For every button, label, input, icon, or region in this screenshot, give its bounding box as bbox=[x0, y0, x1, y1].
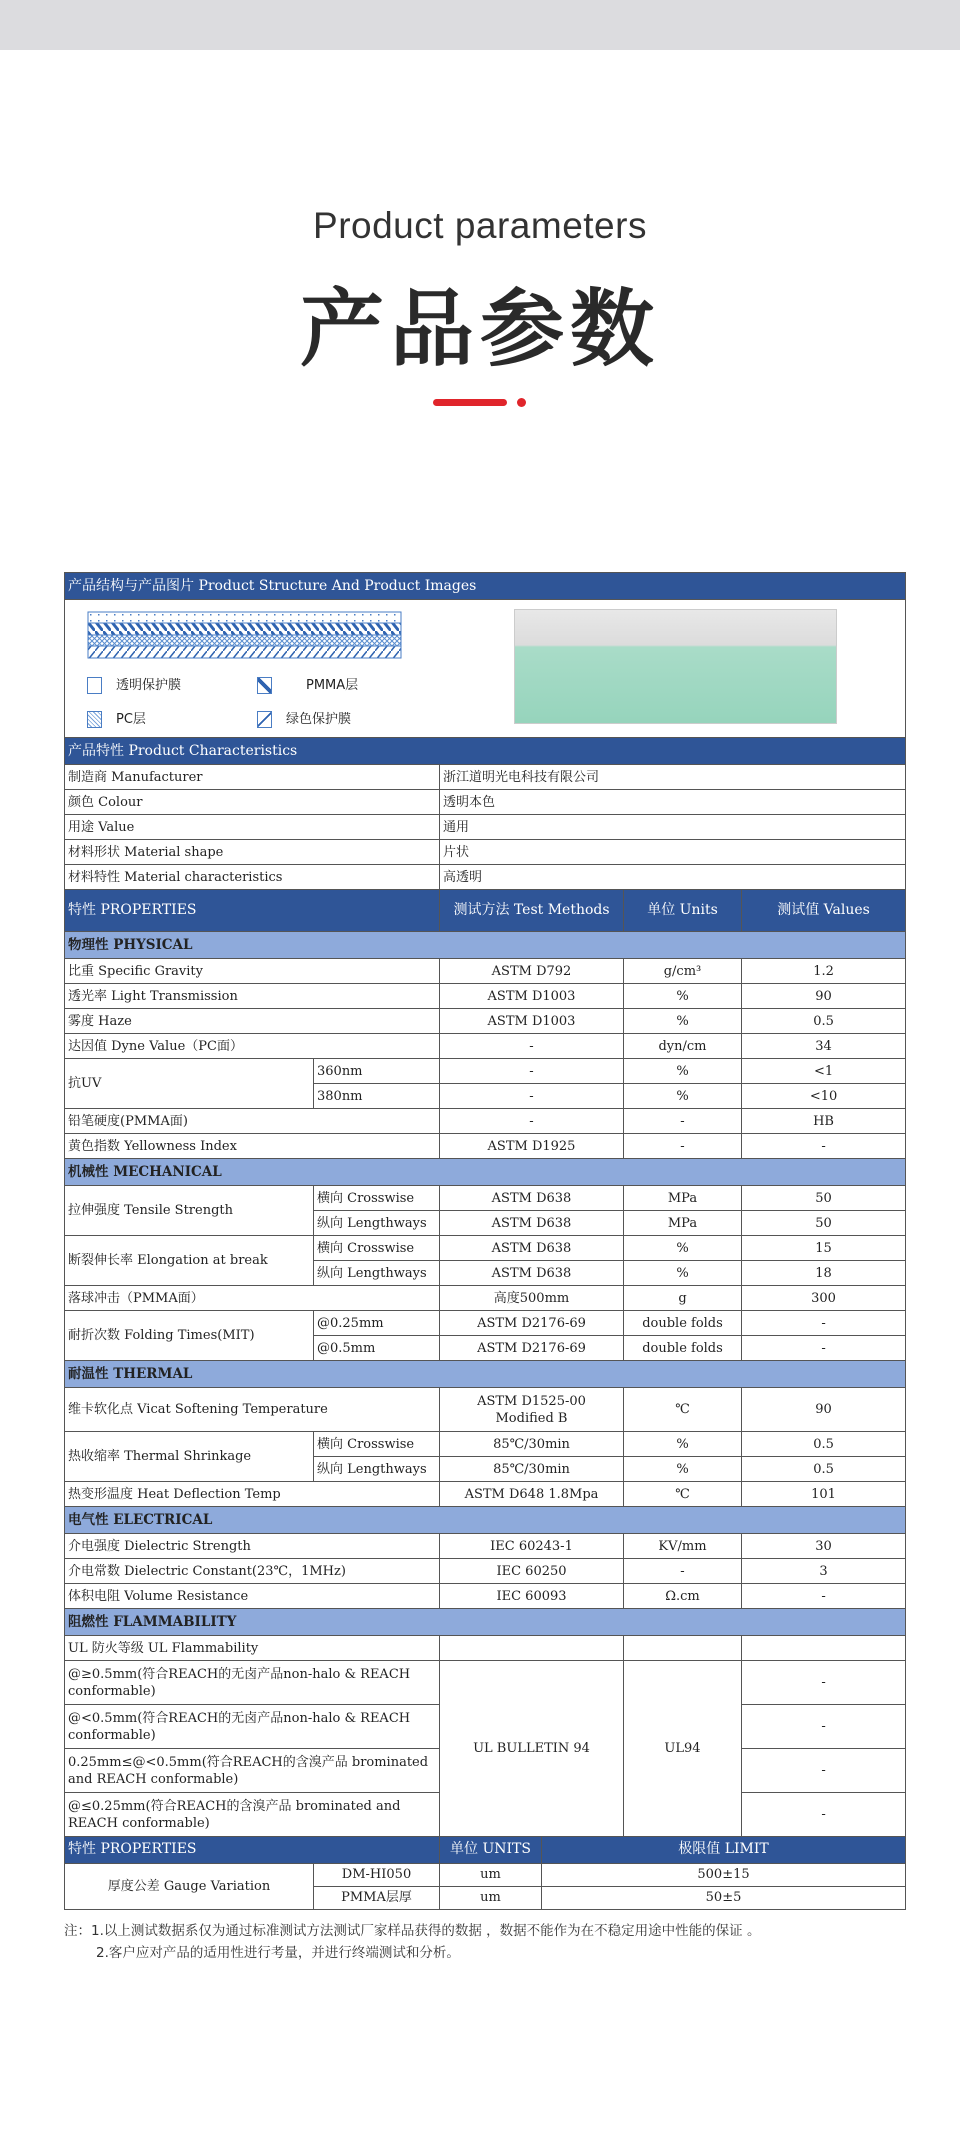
page-title-en: Product parameters bbox=[313, 205, 647, 246]
property-condition: 380nm bbox=[314, 1084, 440, 1109]
unit: - bbox=[624, 1134, 742, 1159]
property-name: 0.25mm≤@<0.5mm(符合REACH的含溴产品 brominated and REACH conformable) bbox=[65, 1749, 440, 1793]
characteristic-row bbox=[65, 815, 906, 840]
gauge-label: PMMA层厚 bbox=[314, 1886, 440, 1909]
limit: 500±15 bbox=[542, 1863, 906, 1886]
property-name: 维卡软化点 Vicat Softening Temperature bbox=[65, 1388, 440, 1432]
characteristic-row bbox=[65, 840, 906, 865]
property-name: 介电常数 Dielectric Constant(23℃，1MHz) bbox=[65, 1559, 440, 1584]
property-row bbox=[65, 1388, 906, 1432]
test-method: UL BULLETIN 94 bbox=[440, 1661, 624, 1837]
property-condition: 横向 Crosswise bbox=[314, 1432, 440, 1457]
notes bbox=[64, 1920, 760, 1964]
property-name: 体积电阻 Volume Resistance bbox=[65, 1584, 440, 1609]
property-row bbox=[65, 1432, 906, 1457]
col-test-methods: 测试方法 Test Methods bbox=[440, 890, 624, 932]
unit: dyn/cm bbox=[624, 1034, 742, 1059]
layer-structure-diagram bbox=[87, 611, 402, 659]
property-row bbox=[65, 959, 906, 984]
unit: KV/mm bbox=[624, 1534, 742, 1559]
unit: ℃ bbox=[624, 1482, 742, 1507]
property-name: 断裂伸长率 Elongation at break bbox=[65, 1236, 314, 1286]
property-row bbox=[65, 1059, 906, 1084]
value: 0.5 bbox=[742, 1432, 906, 1457]
property-condition: 纵向 Lengthways bbox=[314, 1457, 440, 1482]
property-name: 铅笔硬度(PMMA面) bbox=[65, 1109, 440, 1134]
test-method: 85℃/30min bbox=[440, 1457, 624, 1482]
test-method: IEC 60093 bbox=[440, 1584, 624, 1609]
property-condition: 横向 Crosswise bbox=[314, 1236, 440, 1261]
unit: ℃ bbox=[624, 1388, 742, 1432]
structure-header: 产品结构与产品图片 Product Structure And Product Images bbox=[65, 573, 906, 600]
characteristic-label: 材料形状 Material shape bbox=[65, 840, 440, 865]
property-name: @<0.5mm(符合REACH的无卤产品non-halo & REACH conformable) bbox=[65, 1705, 440, 1749]
test-method: ASTM D1925 bbox=[440, 1134, 624, 1159]
characteristic-value: 高透明 bbox=[440, 865, 906, 890]
property-row bbox=[65, 984, 906, 1009]
property-name: 拉伸强度 Tensile Strength bbox=[65, 1186, 314, 1236]
unit: double folds bbox=[624, 1311, 742, 1336]
test-method: ASTM D638 bbox=[440, 1186, 624, 1211]
value: 90 bbox=[742, 984, 906, 1009]
property-name: 透光率 Light Transmission bbox=[65, 984, 440, 1009]
value: 30 bbox=[742, 1534, 906, 1559]
title-dot bbox=[517, 398, 526, 407]
legend-clear-film: 透明保护膜 bbox=[87, 677, 181, 694]
value: <1 bbox=[742, 1059, 906, 1084]
top-bar bbox=[0, 0, 960, 50]
property-row bbox=[65, 1534, 906, 1559]
limit: 50±5 bbox=[542, 1886, 906, 1909]
value: 0.5 bbox=[742, 1009, 906, 1034]
unit: um bbox=[440, 1863, 542, 1886]
unit: MPa bbox=[624, 1211, 742, 1236]
col-properties: 特性 PROPERTIES bbox=[65, 1836, 440, 1863]
section-header bbox=[65, 1159, 906, 1186]
property-row bbox=[65, 1034, 906, 1059]
gauge-label: DM-HI050 bbox=[314, 1863, 440, 1886]
property-name: 抗UV bbox=[65, 1059, 314, 1109]
gauge-header bbox=[65, 1836, 906, 1863]
properties-header bbox=[65, 890, 906, 932]
test-method: - bbox=[440, 1109, 624, 1134]
note-1: 注：1.以上测试数据系仅为通过标准测试方法测试厂家样品获得的数据 ，数据不能作为在不稳定用途中性能的保证 。 bbox=[64, 1923, 761, 1939]
value: - bbox=[742, 1749, 906, 1793]
property-row bbox=[65, 1109, 906, 1134]
property-name: 热变形温度 Heat Deflection Temp bbox=[65, 1482, 440, 1507]
value: 50 bbox=[742, 1186, 906, 1211]
value: - bbox=[742, 1134, 906, 1159]
test-method: ASTM D638 bbox=[440, 1236, 624, 1261]
value: - bbox=[742, 1584, 906, 1609]
property-condition: @0.5mm bbox=[314, 1336, 440, 1361]
col-values: 测试值 Values bbox=[742, 890, 906, 932]
characteristic-label: 制造商 Manufacturer bbox=[65, 765, 440, 790]
property-condition: @0.25mm bbox=[314, 1311, 440, 1336]
characteristic-label: 颜色 Colour bbox=[65, 790, 440, 815]
value: - bbox=[742, 1705, 906, 1749]
test-method: - bbox=[440, 1034, 624, 1059]
legend-pc: PC层 bbox=[87, 711, 146, 728]
unit: g/cm³ bbox=[624, 959, 742, 984]
col-limit: 极限值 LIMIT bbox=[542, 1836, 906, 1863]
value: 101 bbox=[742, 1482, 906, 1507]
test-method: ASTM D1003 bbox=[440, 1009, 624, 1034]
col-units: 单位 UNITS bbox=[440, 1836, 542, 1863]
legend-pmma: PMMA层 bbox=[257, 677, 358, 694]
section-header bbox=[65, 1507, 906, 1534]
flammability-row bbox=[65, 1661, 906, 1705]
characteristic-value: 透明本色 bbox=[440, 790, 906, 815]
test-method: 85℃/30min bbox=[440, 1432, 624, 1457]
property-row bbox=[65, 1009, 906, 1034]
unit: double folds bbox=[624, 1336, 742, 1361]
value: 34 bbox=[742, 1034, 906, 1059]
note-2: 2.客户应对产品的适用性进行考量，并进行终端测试和分析。 bbox=[96, 1945, 460, 1961]
characteristic-value: 通用 bbox=[440, 815, 906, 840]
characteristics-header: 产品特性 Product Characteristics bbox=[65, 738, 906, 765]
test-method: ASTM D2176-69 bbox=[440, 1336, 624, 1361]
unit: - bbox=[624, 1109, 742, 1134]
property-name: @≥0.5mm(符合REACH的无卤产品non-halo & REACH conformable) bbox=[65, 1661, 440, 1705]
property-condition: 360nm bbox=[314, 1059, 440, 1084]
property-name: 热收缩率 Thermal Shrinkage bbox=[65, 1432, 314, 1482]
pc-swatch-icon bbox=[87, 711, 102, 728]
value: 50 bbox=[742, 1211, 906, 1236]
clear-film-swatch-icon bbox=[87, 677, 102, 694]
characteristic-value: 浙江道明光电科技有限公司 bbox=[440, 765, 906, 790]
section-title: 电气性 ELECTRICAL bbox=[65, 1507, 906, 1534]
property-condition: 横向 Crosswise bbox=[314, 1186, 440, 1211]
unit: % bbox=[624, 1236, 742, 1261]
col-properties: 特性 PROPERTIES bbox=[65, 890, 440, 932]
value: 18 bbox=[742, 1261, 906, 1286]
test-method: ASTM D792 bbox=[440, 959, 624, 984]
unit bbox=[624, 1636, 742, 1661]
value: <10 bbox=[742, 1084, 906, 1109]
value: 0.5 bbox=[742, 1457, 906, 1482]
property-name: 达因值 Dyne Value（PC面） bbox=[65, 1034, 440, 1059]
value: - bbox=[742, 1336, 906, 1361]
unit: g bbox=[624, 1286, 742, 1311]
property-row bbox=[65, 1236, 906, 1261]
section-header bbox=[65, 932, 906, 959]
unit: % bbox=[624, 984, 742, 1009]
property-row bbox=[65, 1134, 906, 1159]
section-header bbox=[65, 1609, 906, 1636]
value: HB bbox=[742, 1109, 906, 1134]
property-name: 黄色指数 Yellowness Index bbox=[65, 1134, 440, 1159]
section-title: 阻燃性 FLAMMABILITY bbox=[65, 1609, 906, 1636]
test-method: IEC 60250 bbox=[440, 1559, 624, 1584]
unit: % bbox=[624, 1432, 742, 1457]
property-condition: 纵向 Lengthways bbox=[314, 1211, 440, 1236]
property-name: 落球冲击（PMMA面） bbox=[65, 1286, 440, 1311]
unit: % bbox=[624, 1261, 742, 1286]
test-method: - bbox=[440, 1059, 624, 1084]
test-method: IEC 60243-1 bbox=[440, 1534, 624, 1559]
parameters-table bbox=[64, 572, 905, 1910]
unit: MPa bbox=[624, 1186, 742, 1211]
unit: % bbox=[624, 1457, 742, 1482]
property-row bbox=[65, 1636, 906, 1661]
property-row bbox=[65, 1559, 906, 1584]
property-row bbox=[65, 1186, 906, 1211]
property-name: 比重 Specific Gravity bbox=[65, 959, 440, 984]
property-name: 耐折次数 Folding Times(MIT) bbox=[65, 1311, 314, 1361]
characteristic-row bbox=[65, 765, 906, 790]
property-row bbox=[65, 1311, 906, 1336]
legend-green-film: 绿色保护膜 bbox=[257, 711, 351, 728]
section-title: 物理性 PHYSICAL bbox=[65, 932, 906, 959]
characteristic-value: 片状 bbox=[440, 840, 906, 865]
value: 90 bbox=[742, 1388, 906, 1432]
property-row bbox=[65, 1286, 906, 1311]
col-units: 单位 Units bbox=[624, 890, 742, 932]
value: 3 bbox=[742, 1559, 906, 1584]
value: 15 bbox=[742, 1236, 906, 1261]
property-name: 介电强度 Dielectric Strength bbox=[65, 1534, 440, 1559]
property-row bbox=[65, 1584, 906, 1609]
characteristic-row bbox=[65, 865, 906, 890]
gauge-row bbox=[65, 1863, 906, 1886]
gauge-name: 厚度公差 Gauge Variation bbox=[65, 1863, 314, 1909]
structure-images bbox=[65, 600, 906, 738]
property-name: 雾度 Haze bbox=[65, 1009, 440, 1034]
test-method: ASTM D2176-69 bbox=[440, 1311, 624, 1336]
characteristic-label: 材料特性 Material characteristics bbox=[65, 865, 440, 890]
value: 1.2 bbox=[742, 959, 906, 984]
test-method: ASTM D638 bbox=[440, 1261, 624, 1286]
unit: Ω.cm bbox=[624, 1584, 742, 1609]
characteristic-label: 用途 Value bbox=[65, 815, 440, 840]
section-header bbox=[65, 1361, 906, 1388]
unit: UL94 bbox=[624, 1661, 742, 1837]
property-name: @≤0.25mm(符合REACH的含溴产品 brominated and REACH conformable) bbox=[65, 1793, 440, 1837]
value: - bbox=[742, 1793, 906, 1837]
pmma-swatch-icon bbox=[257, 677, 272, 694]
property-condition: 纵向 Lengthways bbox=[314, 1261, 440, 1286]
unit: % bbox=[624, 1009, 742, 1034]
property-row bbox=[65, 1482, 906, 1507]
title-underline bbox=[433, 399, 507, 406]
value: - bbox=[742, 1661, 906, 1705]
unit: % bbox=[624, 1084, 742, 1109]
product-photo bbox=[514, 609, 837, 724]
test-method: 高度500mm bbox=[440, 1286, 624, 1311]
unit: - bbox=[624, 1559, 742, 1584]
unit: um bbox=[440, 1886, 542, 1909]
test-method: - bbox=[440, 1084, 624, 1109]
test-method: ASTM D638 bbox=[440, 1211, 624, 1236]
value: - bbox=[742, 1311, 906, 1336]
characteristic-row bbox=[65, 790, 906, 815]
value bbox=[742, 1636, 906, 1661]
property-name: UL 防火等级 UL Flammability bbox=[65, 1636, 440, 1661]
green-film-swatch-icon bbox=[257, 711, 272, 728]
test-method: ASTM D1003 bbox=[440, 984, 624, 1009]
page-title-cn: 产品参数 bbox=[299, 280, 660, 378]
test-method bbox=[440, 1636, 624, 1661]
unit: % bbox=[624, 1059, 742, 1084]
test-method: ASTM D1525-00 Modified B bbox=[440, 1388, 624, 1432]
test-method: ASTM D648 1.8Mpa bbox=[440, 1482, 624, 1507]
section-title: 耐温性 THERMAL bbox=[65, 1361, 906, 1388]
value: 300 bbox=[742, 1286, 906, 1311]
section-title: 机械性 MECHANICAL bbox=[65, 1159, 906, 1186]
